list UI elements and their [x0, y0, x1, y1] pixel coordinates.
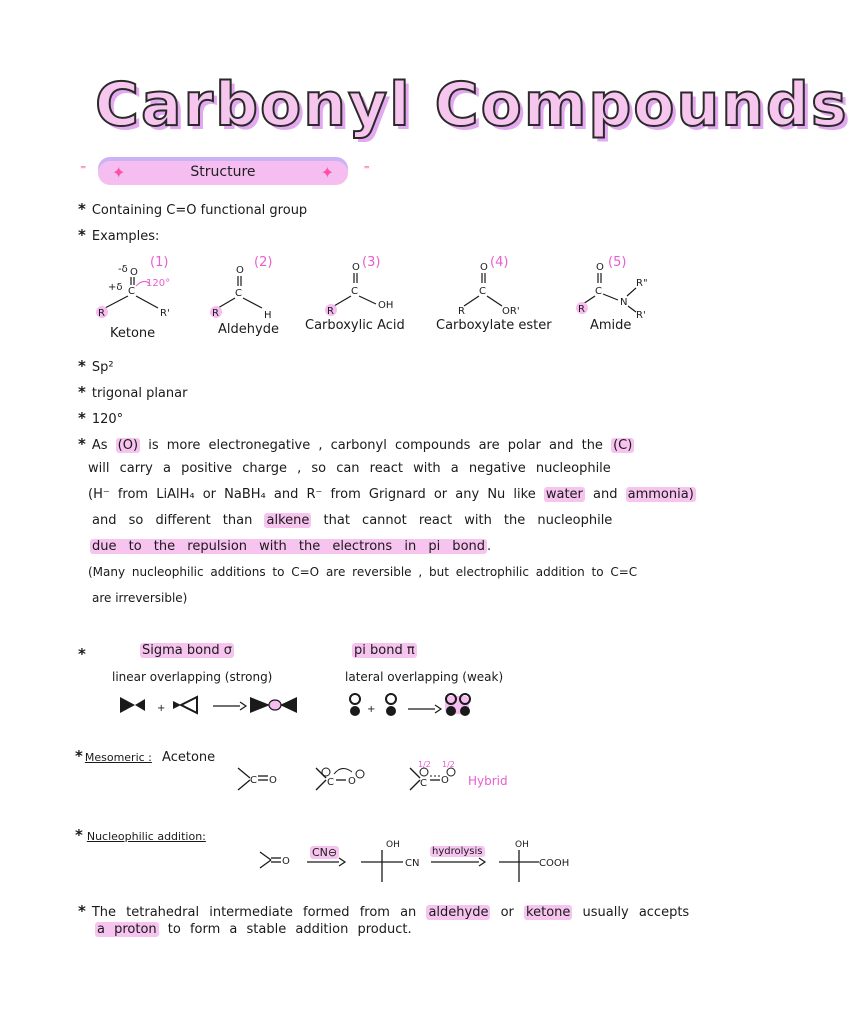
- nitrogen-label: N: [620, 297, 628, 308]
- sigma-overlap-icon: [250, 697, 297, 713]
- pi-orbital-icon: [386, 694, 396, 716]
- mesomeric-heading: [75, 747, 215, 765]
- r-label: R: [212, 308, 219, 319]
- highlight-aldehyde: aldehyde: [428, 905, 489, 920]
- delta-minus-label: -δ: [118, 264, 128, 275]
- oxygen-label: O: [348, 776, 356, 787]
- bullet-trigonal: [78, 383, 187, 401]
- half-charge-label: 1/2: [442, 760, 455, 769]
- paragraph-line-4: [92, 513, 612, 528]
- angle-120-label: 120°: [146, 278, 171, 289]
- pi-description: lateral overlapping (weak): [345, 670, 504, 684]
- paragraph-line-7: are irreversible): [92, 591, 188, 605]
- oh-label: OH: [515, 840, 529, 850]
- r-label: R: [98, 308, 105, 319]
- ester-structure: [458, 262, 520, 317]
- oxygen-label: O: [441, 775, 449, 786]
- carboxylic-acid-structure: [325, 262, 393, 317]
- oxygen-label: O: [236, 265, 244, 276]
- structure-label: Amide: [590, 318, 632, 333]
- bullet-text: Examples:: [91, 229, 160, 244]
- hydroxy-acid-product: [499, 840, 569, 882]
- oh-label: OH: [386, 840, 400, 850]
- carbonyl-structures: [80, 250, 690, 350]
- plus-label: +: [157, 703, 166, 714]
- final-line-2: [95, 922, 412, 937]
- text-span: usually accepts: [582, 905, 690, 920]
- bullet-text: trigonal planar: [91, 386, 188, 401]
- final-line-1: [78, 902, 689, 920]
- oxygen-label: O: [596, 262, 604, 273]
- half-charge-label: 1/2: [418, 760, 431, 769]
- asterisk-icon: *: [78, 645, 86, 663]
- mesomeric-label: Mesomeric :: [84, 751, 152, 764]
- text-span: The tetrahedral intermediate formed from an: [91, 905, 417, 920]
- pi-overlap-icon: [445, 694, 470, 716]
- structure-number: (3): [362, 255, 381, 270]
- text-span: and so different than: [92, 513, 253, 528]
- bullet-containing: [78, 200, 307, 218]
- or-prime-label: OR': [502, 306, 520, 317]
- text-span: (H⁻ from LiAlH₄ or NaBH₄ and R⁻ from Grignard or any Nu like: [88, 487, 536, 502]
- nucleophilic-reaction: [255, 838, 585, 888]
- r-prime-label: R': [636, 310, 646, 321]
- asterisk-icon: *: [78, 226, 86, 244]
- carbon-label: C: [250, 775, 257, 786]
- highlight-ammonia: ammonia): [627, 487, 694, 502]
- highlight-ketone: ketone: [526, 905, 571, 920]
- bullet-angle: [78, 409, 123, 427]
- nucleophilic-label: Nucleophilic addition:: [86, 830, 206, 843]
- oh-label: OH: [378, 300, 394, 311]
- oxygen-label: O: [269, 775, 277, 786]
- cn-label: CN: [405, 858, 420, 869]
- arrow-right-icon: [307, 858, 345, 866]
- carbon-label: C: [128, 286, 135, 297]
- bullet-text: 120°: [91, 412, 124, 427]
- structure-banner: [98, 161, 348, 185]
- h-label: H: [264, 310, 272, 321]
- orbital-overlap-diagram: [115, 692, 495, 718]
- text-span: is more electronegative , carbonyl compounds are polar and the: [148, 438, 603, 453]
- sigma-orbital-icon: [120, 697, 145, 713]
- oxygen-label: O: [480, 262, 488, 273]
- pi-orbital-icon: [350, 694, 360, 716]
- r-prime-label: R': [160, 308, 170, 319]
- sigma-title: [140, 643, 234, 658]
- pi-title: [352, 643, 417, 658]
- carbon-label: C: [420, 778, 427, 789]
- text-span: As: [91, 438, 108, 453]
- amide-structure: [576, 262, 648, 321]
- decor-lines-left: ⁼: [80, 162, 87, 176]
- text-span: and: [593, 487, 618, 502]
- structure-label: Ketone: [110, 326, 156, 341]
- acetone-charged-structure: [316, 768, 364, 790]
- oxygen-label: O: [352, 262, 360, 273]
- asterisk-icon: *: [75, 826, 83, 844]
- highlight-proton: a proton: [97, 922, 157, 937]
- r-label: R: [578, 304, 585, 315]
- paragraph-line-1: [78, 435, 634, 453]
- bullet-sp2: [78, 357, 114, 375]
- oxygen-label: O: [130, 267, 138, 278]
- carbonyl-reactant: [260, 852, 290, 868]
- delta-plus-label: +δ: [108, 282, 123, 293]
- carbon-label: C: [327, 777, 334, 788]
- highlight-repulsion: due to the repulsion with the electrons in pi bond: [92, 539, 486, 554]
- carbon-label: C: [595, 286, 602, 297]
- hydrolysis-arrow-icon: [431, 858, 485, 866]
- aldehyde-structure: [210, 265, 272, 321]
- bullet-examples: [78, 226, 159, 244]
- pi-title-text: pi bond π: [354, 643, 415, 658]
- asterisk-icon: *: [78, 902, 86, 920]
- paragraph-line-2: will carry a positive charge , so can react with a negative nucleophile: [88, 461, 611, 476]
- r-label: R: [458, 306, 465, 317]
- banner-label: Structure: [190, 164, 256, 180]
- sparkle-icon: ✦: [112, 163, 126, 182]
- sigma-orbital-icon: [173, 697, 197, 713]
- asterisk-icon: *: [78, 409, 86, 427]
- cyanide-reagent: CN⊖: [312, 846, 338, 859]
- structure-number: (1): [150, 255, 169, 270]
- asterisk-icon: *: [78, 357, 86, 375]
- structure-number: (5): [608, 255, 627, 270]
- structure-label: Aldehyde: [218, 322, 279, 337]
- sparkle-icon: ✦: [320, 163, 334, 182]
- text-span: to form a stable addition product.: [167, 922, 412, 937]
- carbon-label: C: [235, 288, 242, 299]
- highlight-alkene: alkene: [266, 513, 310, 528]
- bullet-text: Containing C=O functional group: [91, 203, 308, 218]
- hydrolysis-label: hydrolysis: [432, 846, 483, 857]
- page-title: Carbonyl Compounds: [95, 70, 849, 140]
- r-label: R: [327, 306, 334, 317]
- highlight-carbon: (C): [613, 438, 633, 453]
- highlight-water: water: [545, 487, 583, 502]
- paragraph-line-5: due to the repulsion with the electrons in pi bond .: [92, 539, 492, 554]
- cooh-label: COOH: [539, 858, 570, 869]
- text-span: that cannot react with the nucleophile: [323, 513, 613, 528]
- ketone-structure: [96, 264, 170, 319]
- bullet-text: Sp²: [91, 360, 114, 375]
- asterisk-icon: *: [78, 435, 86, 453]
- structure-number: (2): [254, 255, 273, 270]
- plus-label: +: [367, 704, 376, 715]
- structure-number: (4): [490, 255, 509, 270]
- asterisk-icon: *: [75, 747, 83, 765]
- nucleophilic-heading: [75, 826, 206, 844]
- sigma-title-text: Sigma bond σ: [142, 643, 232, 658]
- asterisk-icon: *: [78, 200, 86, 218]
- r-double-prime-label: R": [636, 278, 648, 289]
- structure-label: Carboxylic Acid: [305, 318, 405, 333]
- cyanohydrin-product: [361, 840, 419, 882]
- sigma-description: linear overlapping (strong): [112, 670, 273, 684]
- asterisk-icon: *: [78, 383, 86, 401]
- highlight-oxygen: (O): [117, 438, 139, 453]
- acetone-structure: [238, 768, 277, 790]
- hybrid-label: Hybrid: [468, 774, 508, 788]
- arrow-right-icon: [408, 705, 441, 713]
- mesomeric-subject: Acetone: [162, 750, 216, 765]
- paragraph-line-6: (Many nucleophilic additions to C=O are reversible , but electrophilic addition to C=C: [88, 565, 638, 579]
- hybrid-structure: [410, 768, 455, 790]
- oxygen-label: O: [282, 856, 290, 867]
- decor-lines-right: ⁼: [363, 162, 370, 176]
- carbon-label: C: [479, 286, 486, 297]
- arrow-right-icon: [213, 702, 246, 710]
- paragraph-line-3: [88, 487, 696, 502]
- text-span: or: [500, 905, 514, 920]
- structure-label: Carboxylate ester: [436, 318, 552, 333]
- carbon-label: C: [351, 286, 358, 297]
